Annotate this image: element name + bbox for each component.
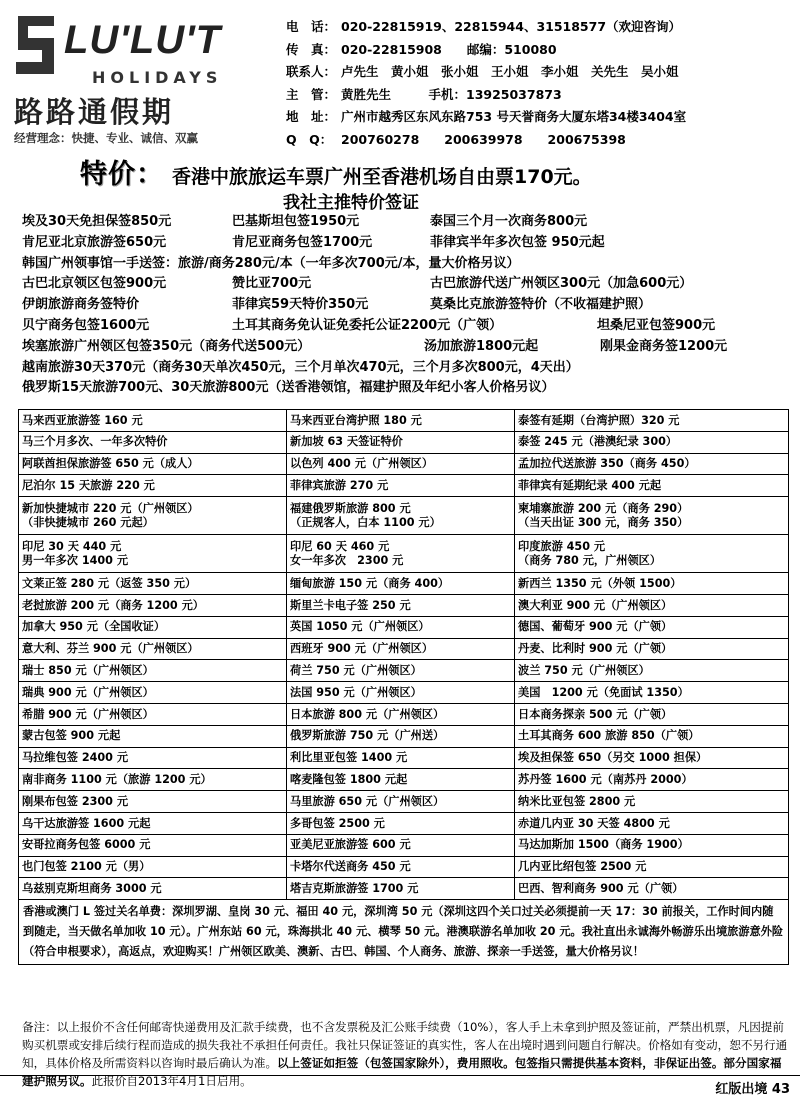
table-cell: 孟加拉代送旅游 350（商务 450） [515,453,789,475]
table-cell: 美国 1200 元（免面试 1350） [515,682,789,704]
table-cell: 新加快捷城市 220 元（广州领区） （非快捷城市 260 元起） [19,497,287,535]
contact-label: 主 管： [286,86,337,102]
contact-label: 电 话： [286,19,337,34]
page-number: 红版出境 43 [715,1082,790,1097]
contact-row-qq [286,129,791,152]
contact-label: 联系人： [286,64,337,79]
table-cell: 阿联酋担保旅游签 650 元（成人） [19,453,287,475]
table-row [19,573,789,595]
promo-item: 伊朗旅游商务签特价 [22,297,140,313]
table-cell: 多哥包签 2500 元 [287,812,515,834]
table-cell: 柬埔寨旅游 200 元（商务 290） （当天出证 300 元，商务 350） [515,497,789,535]
table-row [19,535,789,573]
promo-line [22,295,792,316]
table-cell: 印度旅游 450 元 （商务 780 元，广州领区） [515,535,789,573]
brand-motto: 经营理念：快捷、专业、诚信、双赢 [14,131,198,145]
table-cell: 丹麦、比利时 900 元（广领） [515,638,789,660]
promo-item: 汤加旅游1800元起 [424,338,539,354]
special-offer [80,152,592,191]
table-cell: 老挝旅游 200 元（商务 1200 元） [19,594,287,616]
table-cell: 南非商务 1100 元（旅游 1200 元） [19,769,287,791]
table-cell: 乌干达旅游签 1600 元起 [19,812,287,834]
table-row-hk-note [19,900,789,965]
promo-item: 肯尼亚北京旅游签650元 [22,234,167,250]
promo-line [22,254,792,275]
promo-item: 赞比亚700元 [232,276,312,292]
special-label: 特价： [80,159,164,190]
contact-value: 020-22815919、22815944、31518577（欢迎咨询） [341,19,682,34]
promo-line [22,274,792,295]
table-cell: 马里旅游 650 元（广州领区） [287,791,515,813]
table-cell: 瑞士 850 元（广州领区） [19,660,287,682]
table-cell: 菲律宾旅游 270 元 [287,475,515,497]
table-cell: 埃及担保签 650（另交 1000 担保） [515,747,789,769]
table-cell: 西班牙 900 元（广州领区） [287,638,515,660]
table-cell: 意大利、芬兰 900 元（广州领区） [19,638,287,660]
table-cell: 纳米比亚包签 2800 元 [515,791,789,813]
promo-item: 古巴北京领区包签900元 [22,276,167,292]
table-row [19,410,789,432]
table-row [19,812,789,834]
contact-info [286,16,791,151]
table-cell: 日本旅游 800 元（广州领区） [287,703,515,725]
promo-line [22,337,792,358]
logo-block [14,12,264,147]
table-row [19,660,789,682]
table-cell: 泰签 245 元（港澳纪录 300） [515,431,789,453]
table-row [19,856,789,878]
table-cell: 几内亚比绍包签 2500 元 [515,856,789,878]
contact-value: 200760278 200639978 200675398 [341,131,626,147]
section-title: 我社主推特价签证 [283,193,419,213]
table-row [19,703,789,725]
table-row [19,638,789,660]
promo-line [22,358,792,379]
table-cell: 加拿大 950 元（全国收证） [19,616,287,638]
promo-line [22,233,792,254]
contact-value: 黄胜先生 手机：13925037873 [341,86,562,102]
contact-row-phone [286,16,791,39]
table-row [19,725,789,747]
table-cell: 泰签有延期（台湾护照）320 元 [515,410,789,432]
contact-row-manager [286,84,791,107]
table-cell: 也门包签 2100 元（男） [19,856,287,878]
table-row [19,791,789,813]
promo-item: 土耳其商务免认证免委托公证2200元（广领） [232,317,503,333]
notes-date: 此报价自2013年4月1日启用。 [91,1074,252,1088]
promo-item: 泰国三个月一次商务800元 [430,214,588,229]
table-row [19,834,789,856]
promo-item: 古巴旅游代送广州领区300元（加急600元） [430,276,693,292]
table-cell: 日本商务探亲 500 元（广领） [515,703,789,725]
contact-row-people [286,61,791,84]
table-row [19,431,789,453]
contact-row-address [286,106,791,129]
contact-value: 广州市越秀区东风东路753 号天誉商务大厦东塔34楼3404室 [341,109,687,124]
table-row [19,594,789,616]
table-cell: 俄罗斯旅游 750 元（广州送） [287,725,515,747]
promo-item: 坦桑尼亚包签900元 [597,317,716,333]
promo-item: 俄罗斯15天旅游700元、30天旅游800元（送香港领馆，福建护照及年纪小客人价格另议） [22,380,555,396]
table-cell: 波兰 750 元（广州领区） [515,660,789,682]
logo-s-icon [14,14,56,76]
table-cell: 塔吉克斯旅游签 1700 元 [287,878,515,900]
table-row [19,747,789,769]
table-row [19,682,789,704]
notes-text: 备注：以上报价不含任何邮寄快递费用及汇款手续费，也不含发票税及汇公账手续费（10%），客人手上未拿到护照及签证前，严禁出机票，凡因提前购买机票或安排后续行程而造成的损失我社不承担任何责任。我社只保证签证的真实性，客人在出境时遇到问题自行解决。价格如有变动，恕不另行通知，具体价格及所需资料以咨询时最后确认为准。 [22,1020,788,1070]
table-cell: 福建俄罗斯旅游 800 元 （正规客人，白本 1100 元） [287,497,515,535]
table-cell: 蒙古包签 900 元起 [19,725,287,747]
table-cell: 德国、葡萄牙 900 元（广领） [515,616,789,638]
promo-item: 韩国广州领事馆一手送签：旅游/商务280元/本（一年多次700元/本，量大价格另议） [22,255,520,271]
table-cell: 英国 1050 元（广州领区） [287,616,515,638]
table-row [19,878,789,900]
table-row [19,616,789,638]
promo-line [22,378,792,399]
contact-label: 传 真： [286,41,337,57]
table-cell: 巴西、智利商务 900 元（广领） [515,878,789,900]
table-cell: 马达加斯加 1500（商务 1900） [515,834,789,856]
table-row [19,453,789,475]
table-cell: 缅甸旅游 150 元（商务 400） [287,573,515,595]
promo-item: 菲律宾半年多次包签 950元起 [430,234,605,250]
table-cell: 澳大利亚 900 元（广州领区） [515,594,789,616]
table-cell: 尼泊尔 15 天旅游 220 元 [19,475,287,497]
table-cell: 文莱正签 280 元（返签 350 元） [19,573,287,595]
table-cell: 刚果布包签 2300 元 [19,791,287,813]
table-cell: 以色列 400 元（广州领区） [287,453,515,475]
contact-label: 地 址： [286,109,337,124]
brand-chinese-name: 路路通假期 [14,95,175,129]
table-cell: 瑞典 900 元（广州领区） [19,682,287,704]
promo-line [22,212,792,233]
promo-item: 埃塞旅游广州领区包签350元（商务代送500元） [22,338,311,354]
table-cell: 印尼 30 天 440 元 男一年多次 1400 元 [19,535,287,573]
table-cell: 喀麦隆包签 1800 元起 [287,769,515,791]
table-cell: 新西兰 1350 元（外领 1500） [515,573,789,595]
table-cell: 法国 950 元（广州领区） [287,682,515,704]
contact-value: 卢先生 黄小姐 张小姐 王小姐 李小姐 关先生 吴小姐 [341,64,679,79]
contact-label: Q Q： [286,131,333,147]
table-cell: 安哥拉商务包签 6000 元 [19,834,287,856]
table-cell: 亚美尼亚旅游签 600 元 [287,834,515,856]
table-cell: 马来西亚旅游签 160 元 [19,410,287,432]
table-cell: 菲律宾有延期纪录 400 元起 [515,475,789,497]
table-cell: 马来西亚台湾护照 180 元 [287,410,515,432]
table-cell: 印尼 60 天 460 元 女一年多次 2300 元 [287,535,515,573]
table-row [19,769,789,791]
table-cell: 苏丹签 1600 元（南苏丹 2000） [515,769,789,791]
promo-item: 菲律宾59天特价350元 [232,297,369,313]
table-row [19,497,789,535]
brand-name: LU'LU'T [64,18,222,62]
footer [0,1075,800,1100]
promo-line [22,316,792,337]
table-row [19,475,789,497]
notes-bold: 以上签证如拒签（包签国家除外），费用照收。包签指只需提供基本资料，非保证出签。部分国家福建护照另议。 [22,1056,782,1088]
promo-item: 贝宁商务包签1600元 [22,317,150,333]
contact-value: 020-22815908 邮编：510080 [341,41,557,57]
table-cell: 卡塔尔代送商务 450 元 [287,856,515,878]
promo-list [22,212,792,399]
table-cell: 土耳其商务 600 旅游 850（广领） [515,725,789,747]
promo-item: 莫桑比克旅游签特价（不收福建护照） [430,297,652,313]
special-text: 香港中旅旅运车票广州至香港机场自由票170元。 [172,166,592,188]
table-cell: 马拉维包签 2400 元 [19,747,287,769]
table-cell: 荷兰 750 元（广州领区） [287,660,515,682]
visa-price-table [18,409,789,965]
table-cell: 赤道几内亚 30 天签 4800 元 [515,812,789,834]
promo-item: 巴基斯坦包签1950元 [232,214,360,229]
promo-item: 刚果金商务签1200元 [600,338,728,354]
table-cell: 斯里兰卡电子签 250 元 [287,594,515,616]
table-cell: 马三个月多次、一年多次特价 [19,431,287,453]
promo-item: 肯尼亚商务包签1700元 [232,234,373,250]
contact-row-fax [286,39,791,62]
table-cell: 乌兹别克斯坦商务 3000 元 [19,878,287,900]
hk-macau-note: 香港或澳门 L 签过关名单费：深圳罗湖、皇岗 30 元、福田 40 元，深圳湾 50 元（深圳这四个关口过关必须提前一天 17：30 前报关，工作时间内随到随走，当天做名单加收 10 元）。广州东站 60 元，珠海拱北 40 元、横琴 50 元。港澳联游名单加收 20 元。我社直出永诚海外畅游乐出境旅游意外险（符合申根要求），高返点，欢迎购买！广州领区欧美、澳新、古巴、韩国、个人商务、旅游、探亲一手送签，量大价格另议！ [19,900,789,965]
table-cell: 利比里亚包签 1400 元 [287,747,515,769]
brand-holidays: HOLIDAYS [92,68,223,87]
promo-item: 埃及30天免担保签850元 [22,214,172,229]
promo-item: 越南旅游30天370元（商务30天单次450元，三个月单次470元，三个月多次800元，4天出） [22,359,579,375]
table-cell: 希腊 900 元（广州领区） [19,703,287,725]
table-cell: 新加坡 63 天签证特价 [287,431,515,453]
